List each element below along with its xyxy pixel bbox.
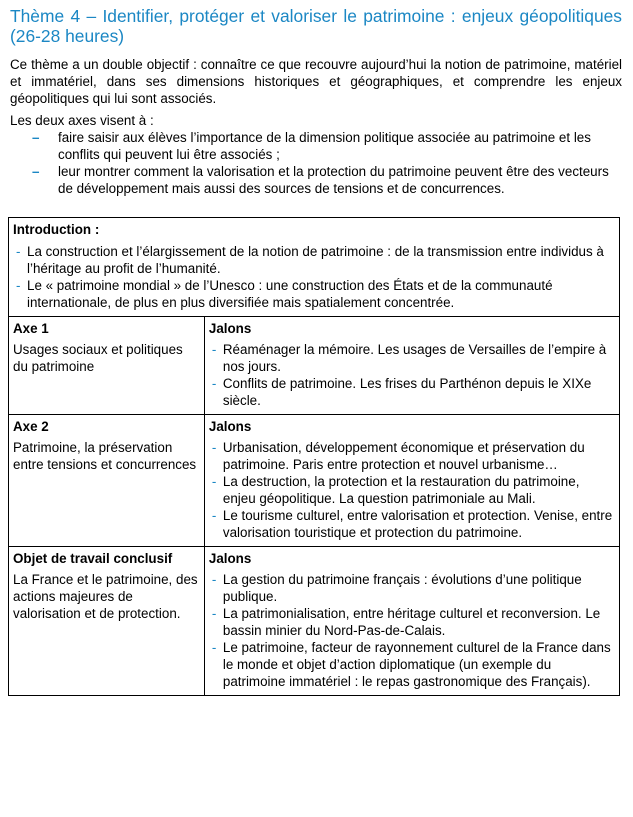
- jalon-text: Urbanisation, développement économique et préservation du patrimoine. Paris entre protection et nouvel urbanisme…: [222, 440, 585, 472]
- dash-bullet-icon: -: [211, 572, 217, 587]
- jalon-text: Le patrimoine, facteur de rayonnement culturel de la France dans le monde et objet d’action diplomatique (un exemple du patrimoine immatériel : le repas gastronomique des Français).: [222, 640, 611, 689]
- axe-description: Patrimoine, la préservation entre tensions et concurrences: [13, 440, 197, 472]
- jalons-heading: Jalons: [208, 419, 252, 434]
- list-item: [13, 277, 615, 311]
- jalons-cell: [204, 317, 619, 415]
- jalons-cell: [204, 547, 619, 696]
- dash-bullet-icon: -: [211, 508, 217, 523]
- dash-bullet-icon: -: [211, 376, 217, 391]
- jalon-text: Conflits de patrimoine. Les frises du Parthénon depuis le XIXe siècle.: [222, 376, 592, 408]
- dash-bullet-icon: -: [211, 474, 217, 489]
- list-item: [209, 341, 615, 375]
- dash-bullet-icon: -: [16, 278, 21, 293]
- jalon-text: Le tourisme culturel, entre valorisation et protection. Venise, entre valorisation touristique et protection du patrimoine.: [222, 508, 613, 540]
- introduction-item-text: La construction et l’élargissement de la notion de patrimoine : de la transmission entre individus à l’héritage au profit de l’humanité.: [27, 244, 604, 276]
- axes-lead: Les deux axes visent à :: [10, 113, 154, 128]
- dash-bullet-icon: –: [32, 164, 40, 179]
- list-item: [209, 639, 615, 690]
- jalon-text: La gestion du patrimoine français : évolutions d’une politique publique.: [222, 572, 582, 604]
- introduction-item-text: Le « patrimoine mondial » de l’Unesco : une construction des États et de la communauté internationale, de plus en plus diversifiée mais spatialement concentrée.: [27, 278, 553, 310]
- dash-bullet-icon: –: [32, 130, 40, 145]
- jalons-list: [209, 341, 615, 409]
- jalons-heading: Jalons: [208, 321, 252, 336]
- jalons-list: [209, 439, 615, 541]
- dash-bullet-icon: -: [211, 606, 217, 621]
- list-item: [209, 605, 615, 639]
- introduction-heading: Introduction :: [13, 222, 100, 237]
- objet-heading: Objet de travail conclusif: [13, 551, 173, 566]
- introduction-cell: [9, 218, 620, 317]
- introduction-list: [13, 243, 615, 311]
- axe-heading: Axe 2: [13, 419, 49, 434]
- aim-item: [10, 129, 622, 163]
- jalons-heading: Jalons: [208, 551, 252, 566]
- list-item: [209, 473, 615, 507]
- dash-bullet-icon: -: [211, 342, 217, 357]
- axe-heading: Axe 1: [13, 321, 49, 336]
- aims-list: [10, 129, 622, 197]
- list-item: [209, 571, 615, 605]
- axe-2-cell: [9, 415, 205, 547]
- list-item: [209, 375, 615, 409]
- list-item: [13, 243, 615, 277]
- axe-1-cell: [9, 317, 205, 415]
- aim-text: faire saisir aux élèves l’importance de la dimension politique associée au patrimoine et les conflits qui peuvent lui être associés ;: [58, 130, 591, 162]
- list-item: [209, 439, 615, 473]
- dash-bullet-icon: -: [16, 244, 21, 259]
- jalon-text: Réaménager la mémoire. Les usages de Versailles de l’empire à nos jours.: [222, 342, 607, 374]
- table-row-objet-conclusif: [9, 547, 620, 696]
- table-row-introduction: [9, 218, 620, 317]
- table-row-axe-2: [9, 415, 620, 547]
- aim-item: [10, 163, 622, 197]
- dash-bullet-icon: -: [211, 440, 217, 455]
- page-title: Thème 4 – Identifier, protéger et valoriser le patrimoine : enjeux géopolitiques (26-28 heures): [10, 6, 622, 46]
- intro-paragraph: Ce thème a un double objectif : connaître ce que recouvre aujourd’hui la notion de patrimoine, matériel et immatériel, dans ses dimensions historiques et géographiques, et comprendre les enjeux géopolitiques qui lui sont associés.: [10, 57, 622, 106]
- axe-description: Usages sociaux et politiques du patrimoine: [13, 342, 183, 374]
- objet-description: La France et le patrimoine, des actions majeures de valorisation et de protection.: [13, 572, 198, 621]
- objet-conclusif-cell: [9, 547, 205, 696]
- aim-text: leur montrer comment la valorisation et la protection du patrimoine peuvent être des vecteurs de développement mais aussi des sources de tensions et de concurrences.: [58, 164, 609, 196]
- jalons-cell: [204, 415, 619, 547]
- jalon-text: La destruction, la protection et la restauration du patrimoine, enjeu géopolitique. La question patrimoniale au Mali.: [222, 474, 580, 506]
- table-row-axe-1: [9, 317, 620, 415]
- programme-table: [8, 217, 620, 696]
- list-item: [209, 507, 615, 541]
- jalons-list: [209, 571, 615, 690]
- jalon-text: La patrimonialisation, entre héritage culturel et reconversion. Le bassin minier du Nord-Pas-de-Calais.: [222, 606, 601, 638]
- dash-bullet-icon: -: [211, 640, 217, 655]
